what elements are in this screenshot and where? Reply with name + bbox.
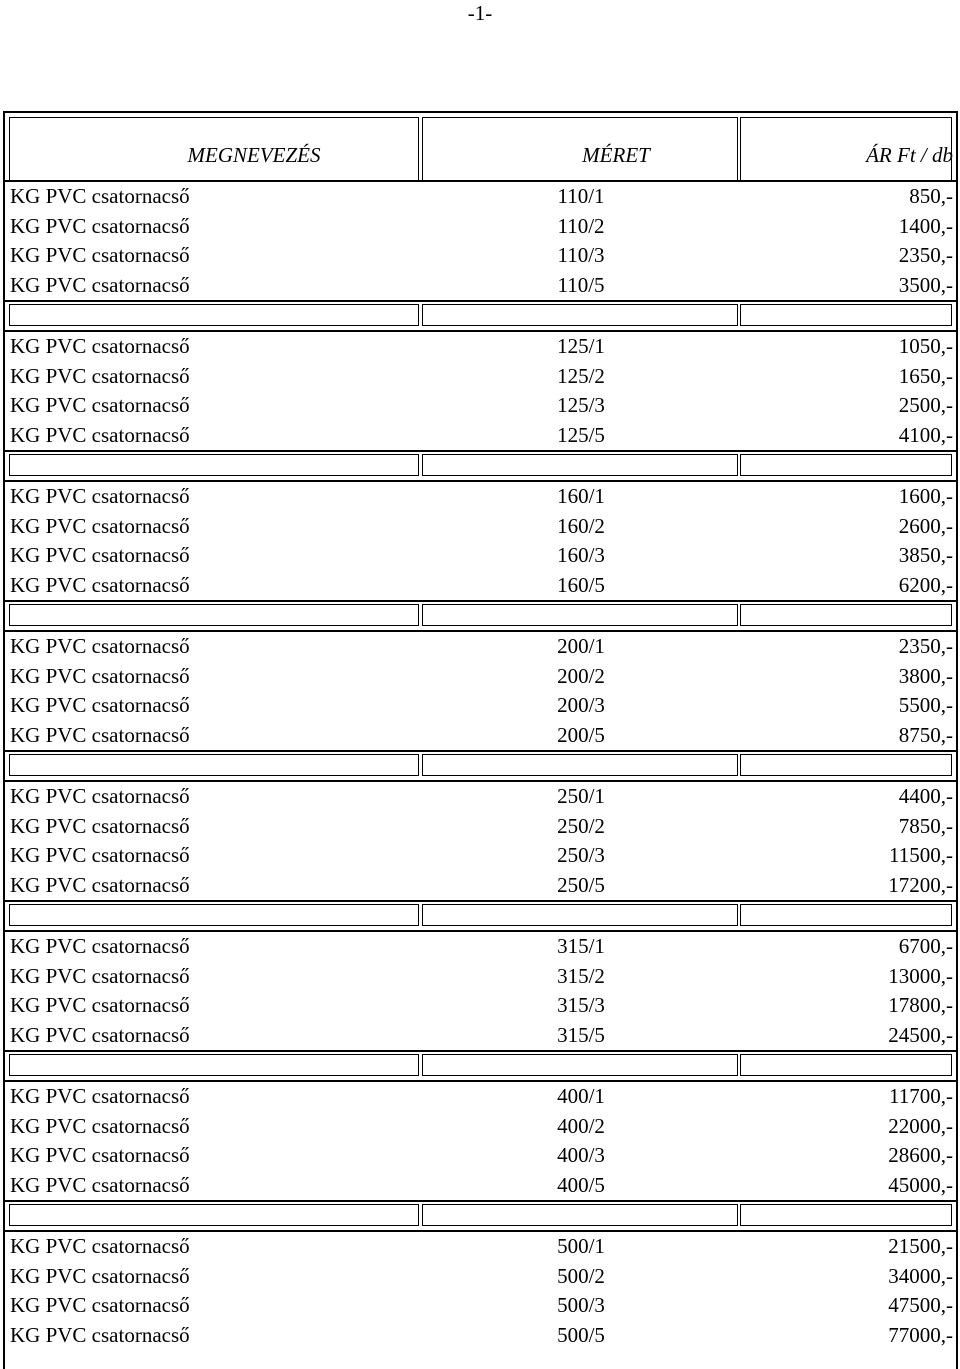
cell-size: 110/5: [557, 272, 605, 297]
cell-name: KG PVC csatornacső: [10, 693, 190, 717]
cell-size: 500/1: [557, 1234, 605, 1258]
table-row: [5, 840, 956, 870]
table-row: [5, 420, 956, 450]
cell-price: 1650,-: [898, 363, 953, 388]
cell-name: KG PVC csatornacső: [10, 1293, 190, 1317]
table-row: [5, 570, 956, 600]
table-row: [5, 331, 956, 361]
group-divider: [5, 1050, 956, 1052]
cell-name: KG PVC csatornacső: [10, 513, 190, 538]
cell-size: 160/3: [557, 543, 605, 567]
empty-spacer-cell: [422, 754, 738, 776]
cell-size: 400/3: [557, 1143, 605, 1167]
table-row: [5, 631, 956, 661]
table-header-row: [5, 127, 956, 187]
cell-price: 28600,-: [888, 1143, 953, 1167]
cell-name: KG PVC csatornacső: [10, 1263, 190, 1288]
cell-name: KG PVC csatornacső: [10, 1322, 190, 1347]
cell-price: 3500,-: [898, 272, 953, 297]
cell-size: 315/3: [557, 993, 605, 1017]
empty-spacer-cell: [422, 1204, 738, 1226]
cell-price: 17200,-: [888, 872, 953, 897]
table-row: [5, 661, 956, 691]
empty-spacer-cell: [9, 304, 419, 326]
empty-spacer-cell: [740, 1204, 952, 1226]
cell-name: KG PVC csatornacső: [10, 634, 190, 658]
cell-price: 2600,-: [898, 513, 953, 538]
cell-size: 200/1: [557, 634, 605, 658]
cell-price: 5500,-: [898, 693, 953, 717]
cell-name: KG PVC csatornacső: [10, 1113, 190, 1138]
cell-name: KG PVC csatornacső: [10, 663, 190, 688]
cell-price: 1400,-: [898, 213, 953, 238]
empty-spacer-cell: [9, 754, 419, 776]
empty-spacer-cell: [9, 1204, 419, 1226]
cell-name: KG PVC csatornacső: [10, 243, 190, 267]
table-row: [5, 690, 956, 720]
cell-name: KG PVC csatornacső: [10, 722, 190, 747]
empty-spacer-cell: [740, 754, 952, 776]
cell-price: 8750,-: [898, 722, 953, 747]
cell-price: 21500,-: [888, 1234, 953, 1258]
cell-name: KG PVC csatornacső: [10, 843, 190, 867]
cell-price: 11500,-: [889, 843, 953, 867]
cell-name: KG PVC csatornacső: [10, 1084, 190, 1108]
cell-price: 22000,-: [888, 1113, 953, 1138]
cell-price: 2500,-: [898, 393, 953, 417]
cell-price: 77000,-: [888, 1322, 953, 1347]
empty-spacer-cell: [740, 1054, 952, 1076]
cell-price: 11700,-: [889, 1084, 953, 1108]
cell-name: KG PVC csatornacső: [10, 334, 190, 358]
empty-spacer-cell: [9, 454, 419, 476]
cell-size: 110/2: [557, 213, 605, 238]
empty-spacer-cell: [9, 604, 419, 626]
cell-size: 315/5: [557, 1022, 605, 1047]
group-divider: [5, 600, 956, 602]
empty-spacer-cell: [740, 904, 952, 926]
cell-size: 125/3: [557, 393, 605, 417]
cell-name: KG PVC csatornacső: [10, 543, 190, 567]
cell-name: KG PVC csatornacső: [10, 1172, 190, 1197]
column-header-size: MÉRET: [582, 143, 650, 167]
cell-size: 400/5: [557, 1172, 605, 1197]
table-row: [5, 1320, 956, 1350]
empty-spacer-cell: [422, 1054, 738, 1076]
cell-price: 4400,-: [898, 784, 953, 808]
cell-size: 250/1: [557, 784, 605, 808]
group-divider: [5, 750, 956, 752]
cell-size: 160/5: [557, 572, 605, 597]
table-row: [5, 720, 956, 750]
table-row: [5, 1261, 956, 1291]
table-row: [5, 540, 956, 570]
table-row: [5, 990, 956, 1020]
table-row: [5, 511, 956, 541]
table-row: [5, 1170, 956, 1200]
cell-name: KG PVC csatornacső: [10, 184, 190, 208]
empty-spacer-cell: [422, 304, 738, 326]
cell-size: 200/3: [557, 693, 605, 717]
cell-price: 6200,-: [898, 572, 953, 597]
cell-size: 250/3: [557, 843, 605, 867]
table-row: [5, 1111, 956, 1141]
table-row: [5, 390, 956, 420]
cell-price: 3800,-: [898, 663, 953, 688]
cell-price: 2350,-: [898, 243, 953, 267]
page-number: -1-: [467, 1, 493, 25]
cell-price: 2350,-: [898, 634, 953, 658]
cell-size: 315/2: [557, 963, 605, 988]
cell-name: KG PVC csatornacső: [10, 784, 190, 808]
cell-size: 250/2: [557, 813, 605, 838]
cell-size: 500/2: [557, 1263, 605, 1288]
cell-name: KG PVC csatornacső: [10, 813, 190, 838]
table-row: [5, 481, 956, 511]
group-divider: [5, 300, 956, 302]
cell-size: 200/5: [557, 722, 605, 747]
cell-size: 400/2: [557, 1113, 605, 1138]
cell-price: 1050,-: [898, 334, 953, 358]
table-row: [5, 181, 956, 211]
cell-name: KG PVC csatornacső: [10, 393, 190, 417]
table-row: [5, 781, 956, 811]
column-header-name: MEGNEVEZÉS: [187, 143, 321, 167]
cell-price: 7850,-: [898, 813, 953, 838]
cell-price: 3850,-: [898, 543, 953, 567]
empty-spacer-cell: [9, 904, 419, 926]
cell-name: KG PVC csatornacső: [10, 1143, 190, 1167]
cell-price: 17800,-: [888, 993, 953, 1017]
cell-size: 315/1: [557, 934, 605, 958]
cell-name: KG PVC csatornacső: [10, 484, 190, 508]
cell-price: 47500,-: [888, 1293, 953, 1317]
cell-size: 125/1: [557, 334, 605, 358]
table-row: [5, 240, 956, 270]
cell-size: 500/3: [557, 1293, 605, 1317]
table-row: [5, 211, 956, 241]
column-header-price: ÁR Ft / db: [866, 143, 953, 167]
empty-spacer-cell: [9, 1054, 419, 1076]
cell-size: 160/1: [557, 484, 605, 508]
table-row: [5, 931, 956, 961]
cell-price: 6700,-: [898, 934, 953, 958]
cell-size: 160/2: [557, 513, 605, 538]
group-divider: [5, 450, 956, 452]
price-table: [3, 111, 958, 1369]
cell-price: 1600,-: [898, 484, 953, 508]
cell-size: 400/1: [557, 1084, 605, 1108]
cell-size: 125/2: [557, 363, 605, 388]
cell-size: 110/3: [557, 243, 605, 267]
cell-name: KG PVC csatornacső: [10, 1234, 190, 1258]
group-divider: [5, 1200, 956, 1202]
cell-name: KG PVC csatornacső: [10, 993, 190, 1017]
table-row: [5, 1231, 956, 1261]
cell-size: 200/2: [557, 663, 605, 688]
cell-size: 250/5: [557, 872, 605, 897]
table-row: [5, 811, 956, 841]
cell-price: 13000,-: [888, 963, 953, 988]
cell-name: KG PVC csatornacső: [10, 872, 190, 897]
cell-price: 850,-: [909, 184, 953, 208]
cell-price: 45000,-: [888, 1172, 953, 1197]
table-row: [5, 1290, 956, 1320]
table-row: [5, 1020, 956, 1050]
cell-name: KG PVC csatornacső: [10, 934, 190, 958]
group-divider: [5, 900, 956, 902]
cell-size: 125/5: [557, 422, 605, 447]
table-row: [5, 1140, 956, 1170]
cell-price: 24500,-: [888, 1022, 953, 1047]
cell-size: 110/1: [557, 184, 605, 208]
cell-name: KG PVC csatornacső: [10, 1022, 190, 1047]
cell-size: 500/5: [557, 1322, 605, 1347]
table-row: [5, 361, 956, 391]
cell-name: KG PVC csatornacső: [10, 963, 190, 988]
empty-spacer-cell: [740, 454, 952, 476]
cell-name: KG PVC csatornacső: [10, 213, 190, 238]
empty-spacer-cell: [740, 604, 952, 626]
empty-spacer-cell: [422, 454, 738, 476]
table-row: [5, 1081, 956, 1111]
table-row: [5, 961, 956, 991]
cell-name: KG PVC csatornacső: [10, 422, 190, 447]
cell-name: KG PVC csatornacső: [10, 363, 190, 388]
cell-name: KG PVC csatornacső: [10, 272, 190, 297]
empty-spacer-cell: [422, 604, 738, 626]
cell-name: KG PVC csatornacső: [10, 572, 190, 597]
empty-spacer-cell: [422, 904, 738, 926]
empty-spacer-cell: [740, 304, 952, 326]
cell-price: 4100,-: [898, 422, 953, 447]
cell-price: 34000,-: [888, 1263, 953, 1288]
table-row: [5, 870, 956, 900]
table-row: [5, 270, 956, 300]
